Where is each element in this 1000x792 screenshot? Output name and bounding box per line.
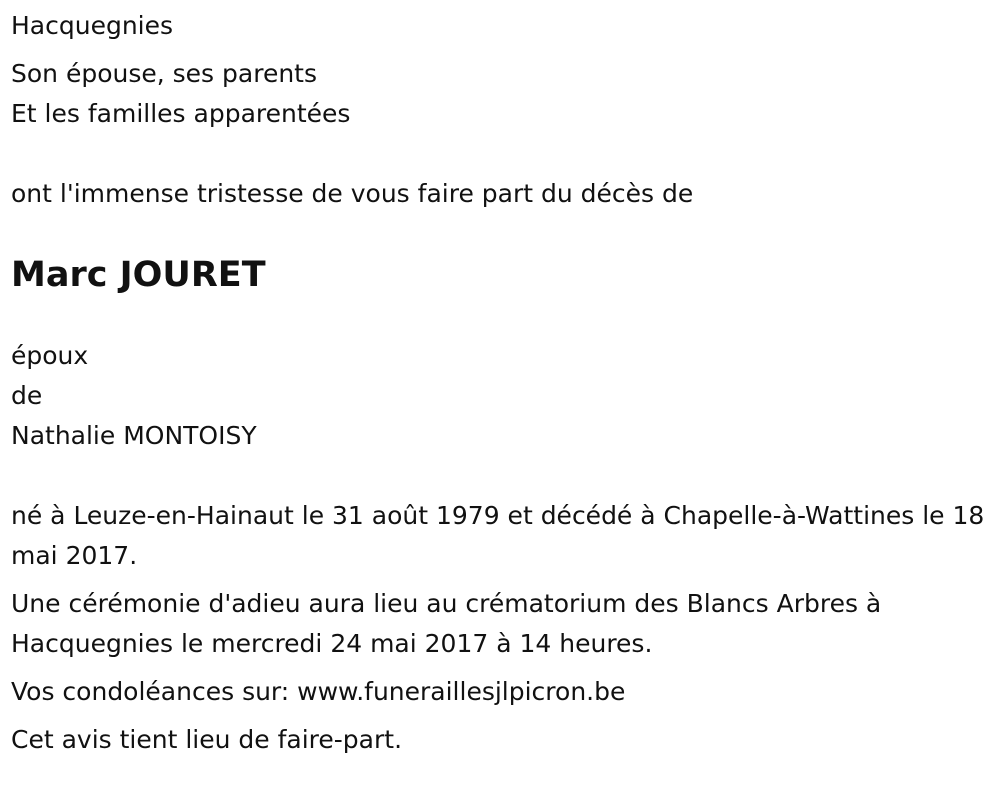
ceremony-text: Une cérémonie d'adieu aura lieu au crématorium des Blancs Arbres à Hacquegnies le mercredi 24 mai 2017 à 14 heures.: [11, 589, 882, 658]
condolences-text: Vos condoléances sur: www.funeraillesjlpicron.be: [11, 677, 626, 706]
spouse-name: Nathalie MONTOISY: [11, 421, 257, 450]
obituary-notice: [0, 6, 1000, 792]
family-line-1: Son épouse, ses parents: [11, 59, 317, 88]
relation-line-1: époux: [11, 341, 89, 370]
family-line-2: Et les familles apparentées: [11, 99, 351, 128]
closing-text: Cet avis tient lieu de faire-part.: [11, 725, 403, 754]
place-text: Hacquegnies: [11, 11, 174, 40]
deceased-name: Marc JOURET: [11, 255, 266, 295]
birth-death-text: né à Leuze-en-Hainaut le 31 août 1979 et décédé à Chapelle-à-Wattines le 18 mai 2017.: [11, 501, 985, 570]
relation-line-2: de: [11, 381, 43, 410]
announcement-text: ont l'immense tristesse de vous faire part du décès de: [11, 179, 694, 208]
